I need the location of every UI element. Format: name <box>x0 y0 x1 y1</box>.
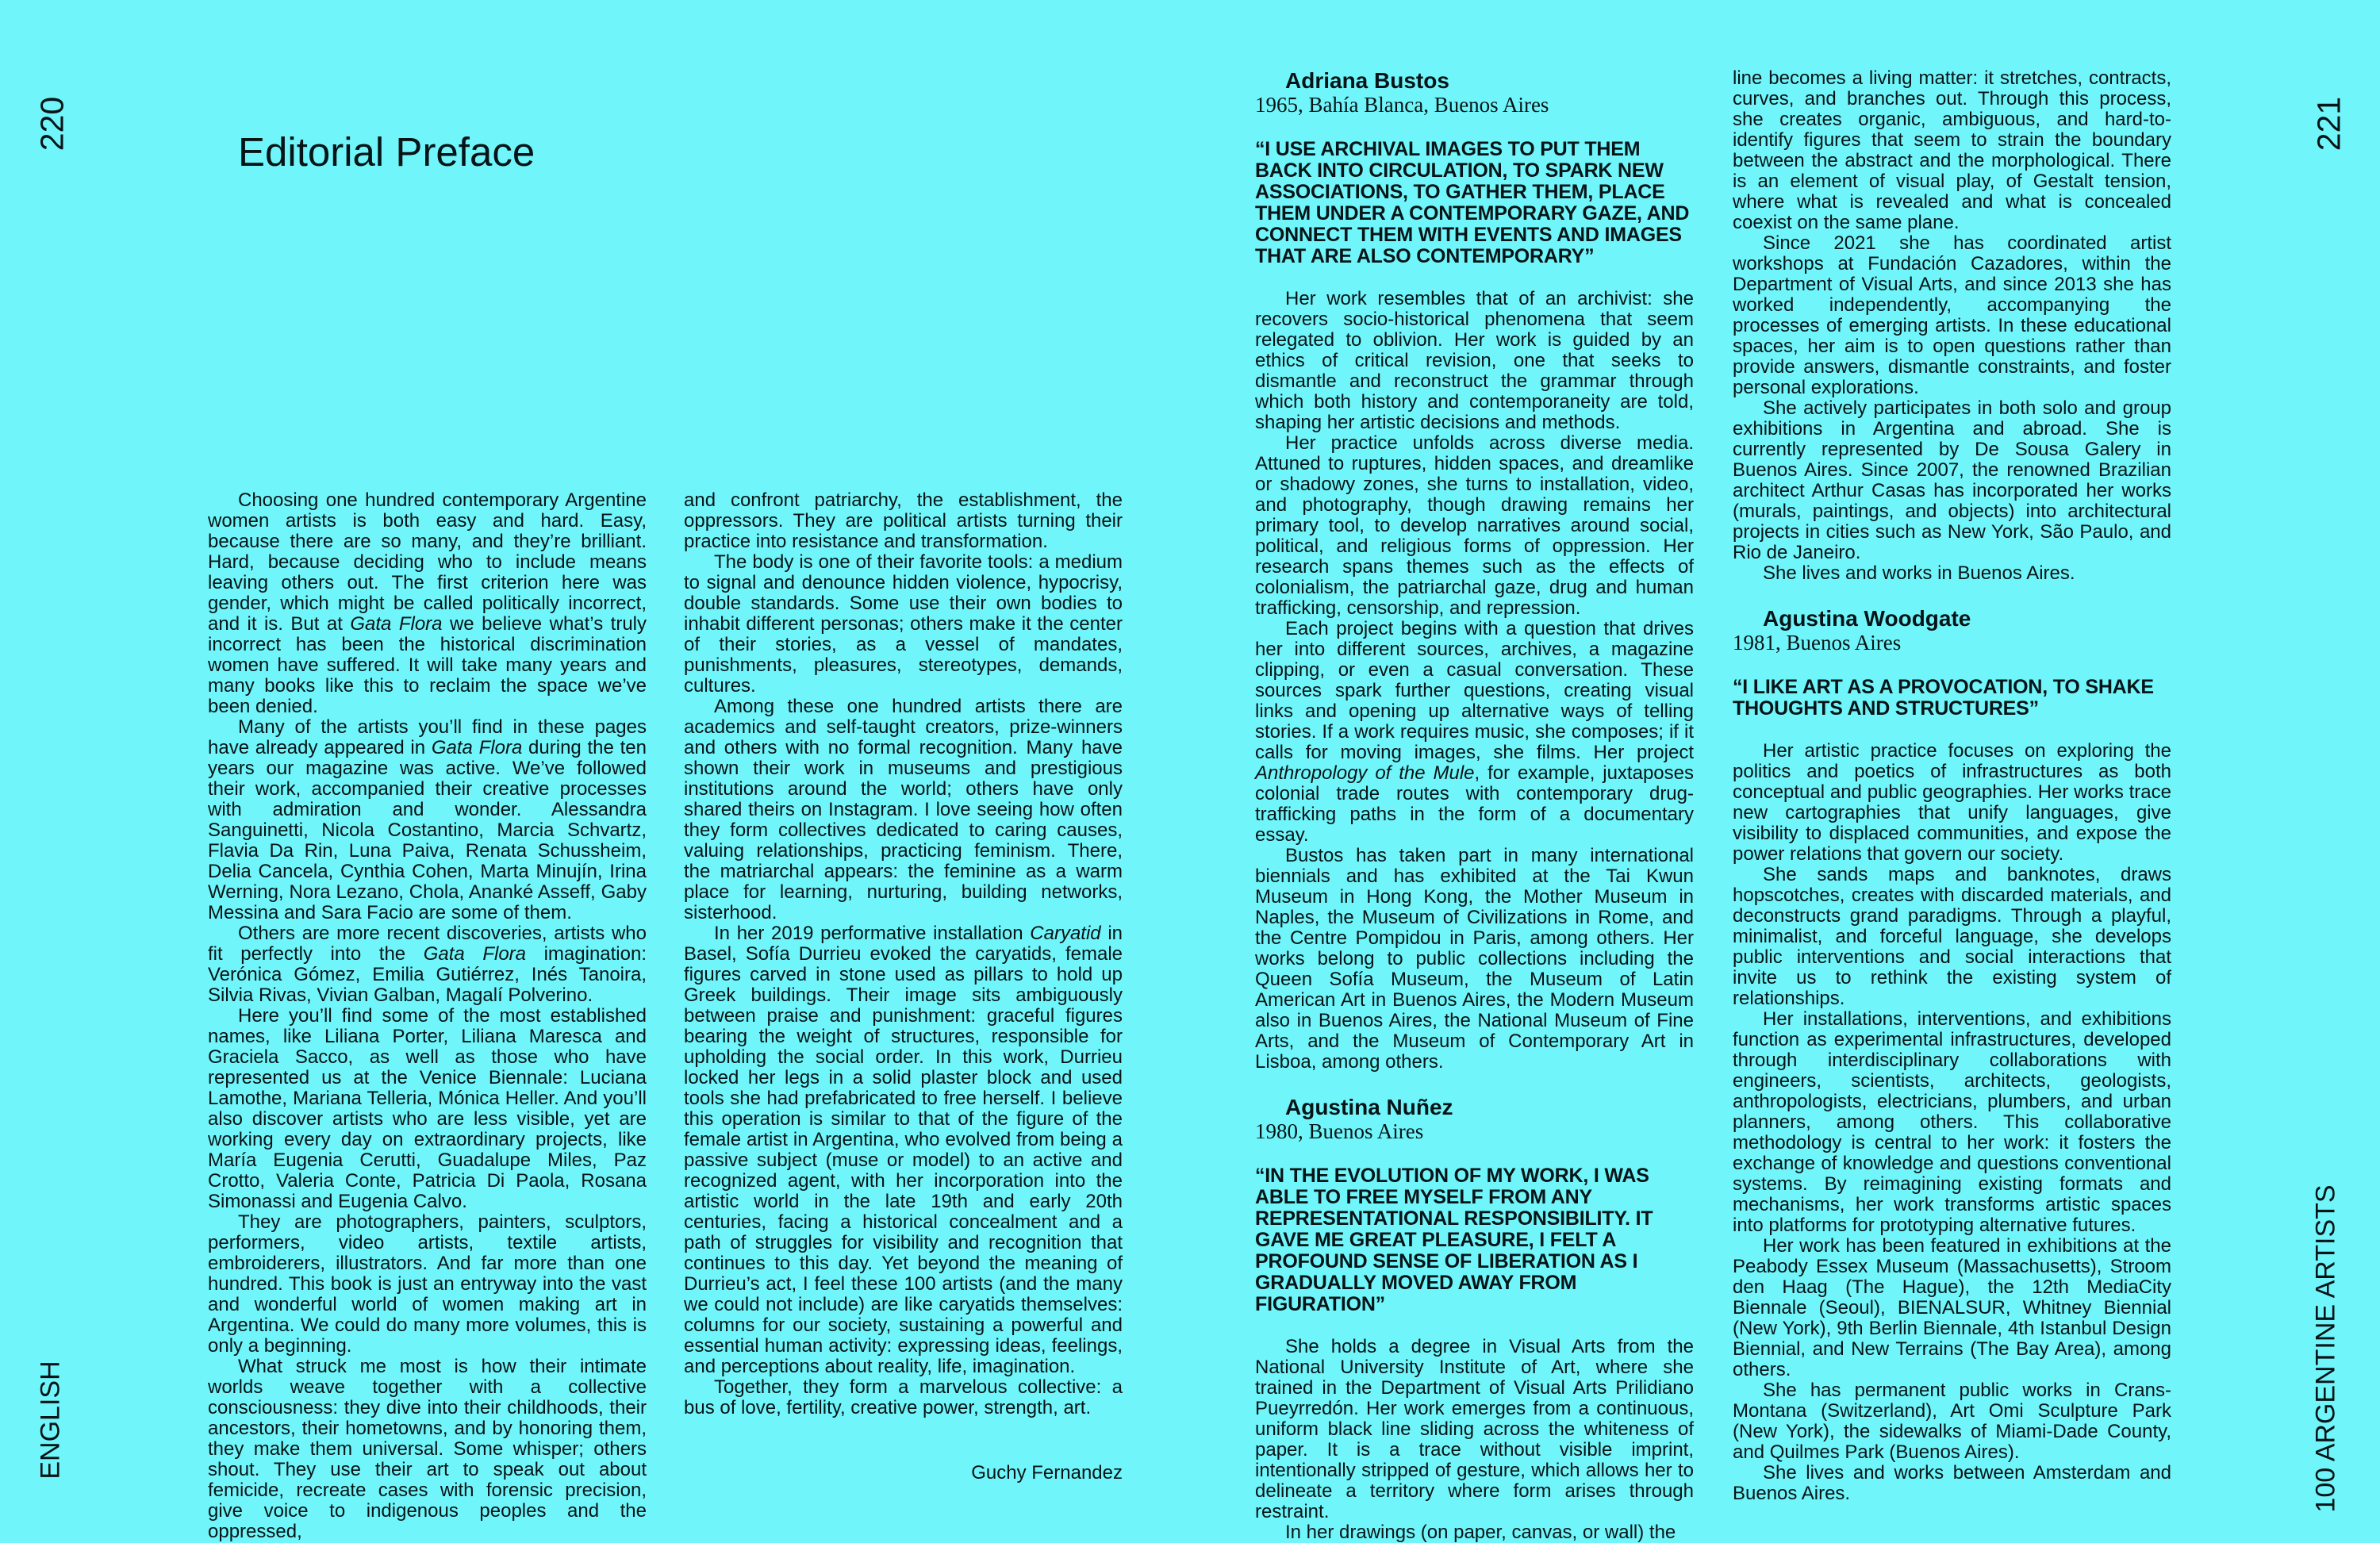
paragraph: Her artistic practice focuses on exploring the politics and poetics of infrastructures as both conceptual and public geographies. Her works trace new cartographies that unify languages, give visibility to displaced communities, and expose the power relations that govern our society. <box>1733 740 2171 865</box>
paragraph: Her installations, interventions, and exhibitions function as experimental infrastructures, developed through interdisciplinary collaborations with engineers, scientists, architects, geologists, anthropologists, electricians, plumbers, and urban planners, among others. This collaborative methodology is central to her work: it fosters the exchange of knowledge and questions conventional systems. By reimagining existing formats and mechanisms, her work transforms artistic spaces into platforms for prototyping alternative futures. <box>1733 1008 2171 1236</box>
artist-name-heading: Adriana Bustos <box>1285 68 1449 93</box>
editorial-signature: Guchy Fernandez <box>971 1462 1123 1484</box>
paragraph: The body is one of their favorite tools: a medium to signal and denounce hidden violence, hypocrisy, double standards. Some use their own bodies to inhabit different personas; others make it the center of their stories, as a vessel of mandates, punishments, pleasures, stereotypes, demands, cultures. <box>684 551 1123 697</box>
right-page-number: 221 <box>2310 96 2347 152</box>
paragraph: She lives and works in Buenos Aires. <box>1763 562 2075 584</box>
paragraph: Others are more recent discoveries, artists who fit perfectly into the Gata Flora imagination: Verónica Gómez, Emilia Gutiérrez, Inés Tanoira, Silvia Rivas, Vivian Galban, Magalí Polverino. <box>208 923 647 1006</box>
paragraph: Many of the artists you’ll find in these pages have already appeared in Gata Flora during the ten years our magazine was active. We’ve followed their work, accompanied their creative processes with admiration and wonder. Alessandra Sanguinetti, Nicola Costantino, Marcia Schvartz, Flavia Da Rin, Luna Paiva, Renata Schussheim, Delia Cancela, Cynthia Cohen, Marta Minujín, Irina Werning, Nora Lezano, Chola, Ananké Asseff, Gaby Messina and Sara Facio are some of them. <box>208 716 647 923</box>
artists-column-1 <box>1255 68 1694 1543</box>
paragraph: Choosing one hundred contemporary Argentine women artists is both easy and hard. Easy, because there are so many, and they’re brilliant. Hard, because deciding who to include means leaving others out. The first criterion here was gender, which might be called politically incorrect, and it is. But at Gata Flora we believe what’s truly incorrect has been the historical discrimination women have suffered. It will take many years and many books like this to reclaim the space we’ve been denied. <box>208 489 647 717</box>
paragraph: She sands maps and banknotes, draws hopscotches, creates with discarded materials, and deconstructs grand paradigms. Through a playful, minimalist, and forceful language, she develops public interventions and social interactions that invite us to rethink the existing system of relationships. <box>1733 864 2171 1009</box>
paragraph: Since 2021 she has coordinated artist workshops at Fundación Cazadores, within the Department of Visual Arts, and since 2013 she has worked independently, accompanying the processes of emerging artists. In these educational spaces, her aim is to open questions rather than provide answers, dismantle constraints, and foster personal explorations. <box>1733 232 2171 398</box>
paragraph: Her work has been featured in exhibitions at the Peabody Essex Museum (Massachusetts), Stroom den Haag (The Hague), the 12th MediaCity Biennale (Seoul), BIENALSUR, Whitney Biennial (New York), 9th Berlin Biennale, 4th Istanbul Design Biennial, and New Terrains (The Bay Area), among others. <box>1733 1235 2171 1380</box>
artist-birth-line: 1981, Buenos Aires <box>1733 631 1902 654</box>
paragraph: She actively participates in both solo and group exhibitions in Argentina and abroad. She is currently represented by De Sousa Galery in Buenos Aires. Since 2007, the renowned Brazilian architect Arthur Casas has incorporated her works (murals, paintings, and objects) into architectural projects in cities such as New York, São Paulo, and Rio de Janeiro. <box>1733 397 2171 563</box>
artist-quote: “IN THE EVOLUTION OF MY WORK, I WAS ABLE TO FREE MYSELF FROM ANY REPRESENTATIONAL RESPONSIBILITY. IT GAVE ME GREAT PLEASURE, I FELT A PROFOUND SENSE OF LIBERATION AS I GRADUALLY MOVED AWAY FROM FIGURATION” <box>1255 1165 1653 1315</box>
paragraph: She has permanent public works in Crans-Montana (Switzerland), Art Omi Sculpture Park (New York), the sidewalks of Miami-Dade County, and Quilmes Park (Buenos Aires). <box>1733 1380 2171 1463</box>
series-edge-label: 100 ARGENTINE ARTISTS <box>2310 1184 2341 1513</box>
paragraph: They are photographers, painters, sculptors, performers, video artists, textile artists, embroiderers, illustrators. And far more than one hundred. This book is just an entryway into the vast and wonderful world of women making art in Argentina. We could do many more volumes, this is only a beginning. <box>208 1211 647 1357</box>
artist-quote: “I LIKE ART AS A PROVOCATION, TO SHAKE THOUGHTS AND STRUCTURES” <box>1733 676 2154 720</box>
left-page-number: 220 <box>33 96 71 152</box>
paragraph: She holds a degree in Visual Arts from the National University Institute of Art, where she trained in the Department of Visual Arts Prilidiano Pueyrredón. Her work emerges from a continuous, uniform black line sliding across the whiteness of paper. It is a trace without visible imprint, intentionally stripped of gesture, which allows her to delineate a territory where form arises through restraint. <box>1255 1336 1694 1522</box>
paragraph: Her practice unfolds across diverse media. Attuned to ruptures, hidden spaces, and dreamlike or shadowy zones, she turns to installation, video, and photography, though drawing remains her primary tool, to develop narratives around social, political, and religious forms of oppression. Her research spans themes such as the effects of colonialism, the patriarchal gaze, drug and human trafficking, censorship, and repression. <box>1255 432 1694 619</box>
paragraph: In her 2019 performative installation Caryatid in Basel, Sofía Durrieu evoked the caryatids, female figures carved in stone used as pillars to hold up Greek buildings. Their image sits ambiguously between praise and punishment: graceful figures bearing the weight of structures, responsible for upholding the social order. In this work, Durrieu locked her legs in a solid plaster block and used tools she had prefabricated to free herself. I believe this operation is similar to that of the figure of the female artist in Argentina, who evolved from being a passive subject (muse or model) to an active and recognized agent, with her incorporation into the artistic world in the late 19th and early 20th centuries, facing a historical concealment and a path of struggles for visibility and recognition that continues to this day. Yet beyond the meaning of Durrieu’s act, I feel these 100 artists (and the many we could not include) are like caryatids themselves: columns for our society, sustaining a powerful and essential human activity: expressing ideas, feelings, and perceptions about reality, life, imagination. <box>684 923 1123 1377</box>
artist-quote: “I USE ARCHIVAL IMAGES TO PUT THEM BACK INTO CIRCULATION, TO SPARK NEW ASSOCIATIONS, TO GATHER THEM, PLACE THEM UNDER A CONTEMPORARY GAZE, AND CONNECT THEM WITH EVENTS AND IMAGES THAT ARE ALSO CONTEMPORARY” <box>1255 138 1690 267</box>
page-title: Editorial Preface <box>238 129 536 175</box>
artist-birth-line: 1965, Bahía Blanca, Buenos Aires <box>1255 93 1549 117</box>
paragraph: Each project begins with a question that drives her into different sources, archives, a magazine clipping, or even a casual conversation. These sources spark further questions, creating visual links and opening up alternative ways of telling stories. If a work requires music, she composes; if it calls for moving images, she films. Her project Anthropology of the Mule, for example, juxtaposes colonial trade routes with contemporary drug-trafficking paths in the form of a documentary essay. <box>1255 618 1694 846</box>
paragraph: Bustos has taken part in many international biennials and has exhibited at the Tai Kwun Museum in Hong Kong, the Mother Museum in Naples, the Museum of Civilizations in Rome, and the Centre Pompidou in Paris, among others. Her works belong to public collections including the Queen Sofía Museum, the Museum of Latin American Art in Buenos Aires, the Modern Museum also in Buenos Aires, the National Museum of Fine Arts, and the Museum of Contemporary Art in Lisboa, among others. <box>1255 845 1694 1073</box>
editorial-column-1 <box>208 490 647 1542</box>
paragraph: In her drawings (on paper, canvas, or wall) the <box>1285 1522 1676 1543</box>
paragraph: She lives and works between Amsterdam and Buenos Aires. <box>1733 1462 2171 1504</box>
paragraph-continuation: line becomes a living matter: it stretches, contracts, curves, and branches out. Through this process, she creates organic, ambiguous, and hard-to-identify figures that seem to strain the boundary between the abstract and the morphological. There is an element of visual play, of Gestalt tension, where what is revealed and what is concealed coexist on the same plane. <box>1733 67 2171 233</box>
paragraph: Among these one hundred artists there are academics and self-taught creators, prize-winners and others with no formal recognition. Many have shown their work in museums and prestigious institutions around the world; others have only shared theirs on Instagram. I love seeing how often they form collectives dedicated to caring causes, valuing relationships, practicing feminism. There, the matriarchal appears: the feminine as a warm place for learning, nurturing, building networks, sisterhood. <box>684 696 1123 923</box>
paragraph: Together, they form a marvelous collective: a bus of love, fertility, creative power, strength, art. <box>684 1376 1123 1418</box>
artists-column-2 <box>1733 68 2171 1504</box>
language-edge-label: ENGLISH <box>35 1361 66 1480</box>
artist-name-heading: Agustina Nuñez <box>1285 1095 1453 1119</box>
editorial-column-2 <box>684 490 1123 1484</box>
paragraph: Here you’ll find some of the most established names, like Liliana Porter, Liliana Maresca and Graciela Sacco, as well as those who have represented us at the Venice Biennale: Luciana Lamothe, Mariana Telleria, Mónica Heller. And you’ll also discover artists who are less visible, yet are working every day on extraordinary projects, like María Eugenia Cerutti, Guadalupe Miles, Paz Crotto, Valeria Conte, Patricia Di Paola, Rosana Simonassi and Eugenia Calvo. <box>208 1005 647 1212</box>
paragraph: Her work resembles that of an archivist: she recovers socio-historical phenomena that seem relegated to oblivion. Her work is guided by an ethics of critical revision, one that seeks to dismantle and reconstruct the grammar through which both history and contemporaneity are told, shaping her artistic decisions and methods. <box>1255 288 1694 433</box>
paragraph: What struck me most is how their intimate worlds weave together with a collective consciousness: they dive into their childhoods, their ancestors, their hometowns, and by honoring them, they make them universal. Some whisper; others shout. They use their art to speak out about femicide, recreate cases with forensic precision, give voice to indigenous peoples and the oppressed, <box>208 1356 647 1542</box>
artist-birth-line: 1980, Buenos Aires <box>1255 1119 1424 1143</box>
paragraph-continuation: and confront patriarchy, the establishment, the oppressors. They are political artists turning their practice into resistance and transformation. <box>684 489 1123 552</box>
artist-name-heading: Agustina Woodgate <box>1763 606 1971 631</box>
